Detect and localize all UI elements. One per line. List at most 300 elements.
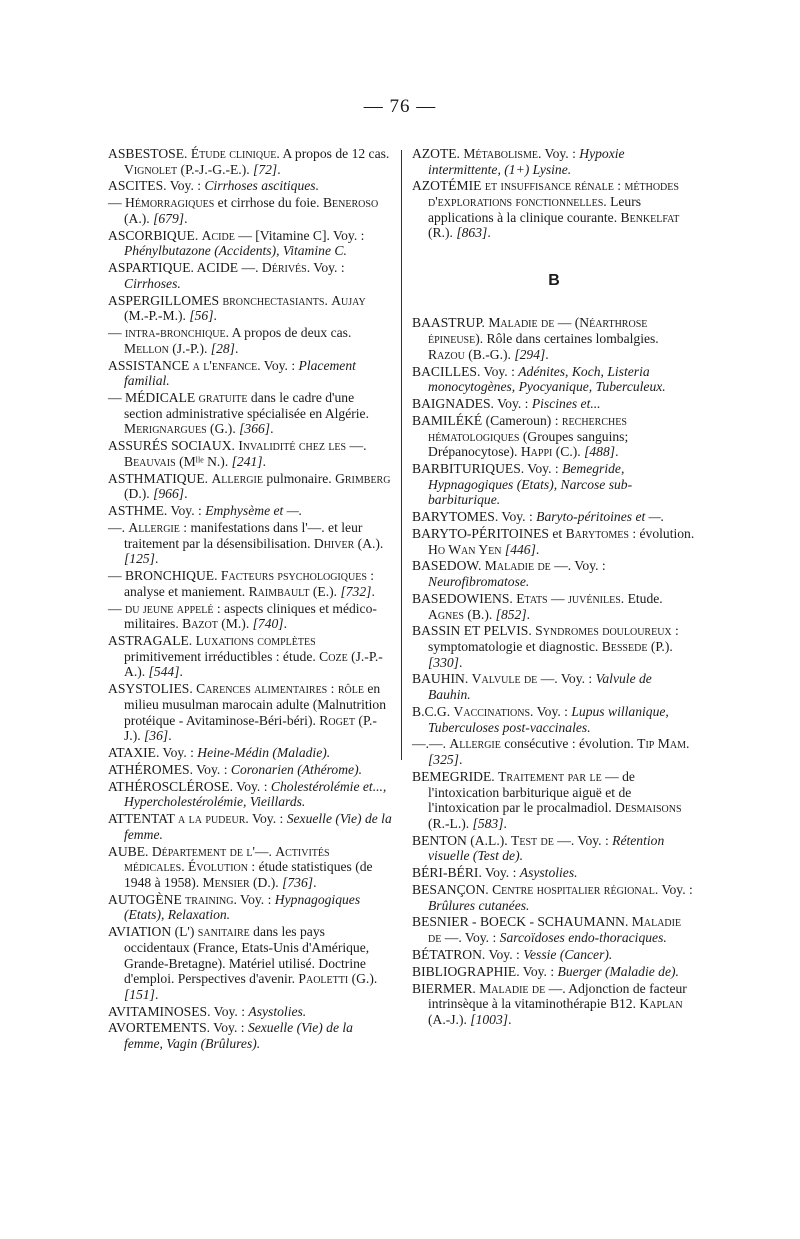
entry-italic-text: [732] bbox=[340, 583, 372, 599]
entry-italic-text: Sarcoïdoses endo-thoraciques. bbox=[499, 930, 667, 946]
index-entry bbox=[412, 947, 696, 963]
entry-smallcaps-text: a l'enfance bbox=[192, 357, 258, 373]
entry-text: BESANÇON. bbox=[412, 881, 493, 897]
index-entry bbox=[108, 438, 392, 469]
index-entry bbox=[412, 526, 696, 557]
index-entry bbox=[412, 704, 696, 735]
entry-text: AZOTÉMIE bbox=[412, 178, 485, 194]
entry-text: —. Voy. : bbox=[441, 930, 500, 946]
entry-italic-text: [488] bbox=[584, 444, 616, 460]
entry-smallcaps-text: Métabolisme bbox=[463, 146, 538, 161]
entry-smallcaps-text: Beneroso bbox=[322, 195, 379, 211]
entry-text: (P.-J.). bbox=[124, 712, 377, 744]
entry-text: . Voy. : bbox=[233, 891, 275, 907]
entry-text: . bbox=[181, 859, 189, 875]
entry-text: ASCITES. Voy. : bbox=[108, 178, 205, 194]
entry-italic-text: Phénylbutazone (Accidents), Vitamine C. bbox=[124, 243, 347, 259]
entry-text: BARBITURIQUES. Voy. : bbox=[412, 460, 563, 476]
entry-italic-text: Buerger (Maladie de). bbox=[557, 963, 679, 979]
entry-smallcaps-text: Raimbault bbox=[248, 583, 310, 599]
index-entry bbox=[412, 364, 696, 395]
entry-smallcaps-text: recherches hématologiques bbox=[428, 412, 627, 444]
entry-smallcaps-text: Dhiver bbox=[313, 535, 355, 551]
entry-text: : aspects cliniques et médico-militaires. bbox=[124, 600, 377, 632]
entry-text: . bbox=[458, 654, 463, 670]
entry-text: BIERMER. bbox=[412, 980, 480, 996]
entry-italic-text: [241] bbox=[231, 453, 263, 469]
entry-smallcaps-text: intra-bronchique bbox=[125, 325, 226, 341]
entry-smallcaps-text: training bbox=[185, 891, 234, 907]
entry-smallcaps-text: Benkelfat bbox=[620, 209, 680, 225]
entry-text: . A propos de 12 cas. bbox=[276, 146, 390, 161]
index-entry bbox=[108, 681, 392, 743]
index-entry bbox=[108, 811, 392, 842]
entry-text: BASEDOWIENS. bbox=[412, 590, 517, 606]
index-entry bbox=[108, 471, 392, 502]
index-entry bbox=[412, 623, 696, 670]
entry-text: . A propos de deux cas. bbox=[225, 325, 352, 341]
entry-text: —. Voy. : bbox=[537, 671, 596, 687]
entry-smallcaps-text: Allergie bbox=[211, 470, 263, 486]
entry-italic-text: Brûlures cutanées. bbox=[428, 897, 530, 913]
entry-smallcaps-text: méthodes d'explorations fonctionnelles bbox=[428, 178, 679, 210]
entry-smallcaps-text: Allergie bbox=[449, 736, 501, 752]
entry-text: . bbox=[313, 874, 317, 890]
entry-italic-text: Heine-Médin (Maladie). bbox=[197, 745, 331, 761]
entry-italic-text: Sexuelle (Vie) de la femme, Vagin (Brûlures). bbox=[124, 1020, 353, 1052]
index-entry bbox=[412, 461, 696, 508]
entry-italic-text: [736] bbox=[282, 874, 314, 890]
entry-text: : évolution. bbox=[628, 525, 695, 541]
index-entry bbox=[412, 964, 696, 980]
entry-text: (M.-P.-M.). bbox=[124, 308, 190, 324]
entry-text: AZOTE. bbox=[412, 146, 464, 161]
entry-text: (D.). bbox=[124, 486, 154, 502]
entry-text: — MÉDICALE bbox=[108, 390, 199, 406]
entry-text: —. Voy. : bbox=[553, 832, 613, 848]
entry-italic-text: [366] bbox=[239, 421, 271, 437]
entry-italic-text: Asystolies. bbox=[519, 865, 578, 881]
entry-text: en milieu musulman marocain adulte (Malnutrition protéique - Avitaminose-Béri-béri). bbox=[124, 681, 386, 728]
right-column bbox=[412, 146, 696, 1029]
index-entry bbox=[108, 228, 392, 259]
entry-italic-text: Lupus willanique, Tuberculoses post-vaccinales. bbox=[428, 703, 669, 735]
entry-text: ASTRAGALE. bbox=[108, 633, 196, 649]
entry-text: (B.-G.). bbox=[464, 346, 515, 362]
entry-smallcaps-text: rôle bbox=[337, 681, 364, 697]
entry-text: (A.-J.). bbox=[428, 1011, 471, 1027]
entry-text: — bbox=[547, 590, 569, 606]
entry-smallcaps-text: Étude clinique bbox=[190, 146, 277, 161]
entry-text: consécutive : évolution. bbox=[500, 736, 638, 752]
entry-text: . bbox=[184, 486, 188, 502]
entry-text: ATHÉROMES. Voy. : bbox=[108, 761, 231, 777]
entry-text: (G.). bbox=[206, 421, 240, 437]
entry-text: . bbox=[154, 551, 159, 567]
entry-text: (P.-J.-G.-E.). bbox=[177, 161, 254, 177]
entry-text: . bbox=[262, 453, 267, 469]
index-entry bbox=[108, 844, 392, 891]
entry-text: — bbox=[108, 600, 125, 616]
entry-text: . Voy. : bbox=[306, 260, 345, 276]
entry-text: . bbox=[503, 815, 507, 831]
entry-text: (C.). bbox=[552, 444, 585, 460]
entry-text: — ( bbox=[554, 315, 580, 331]
entry-italic-text: Hypnagogiques (Etats), Relaxation. bbox=[124, 891, 361, 923]
entry-italic-text: [330] bbox=[428, 654, 459, 670]
entry-smallcaps-text: Roget bbox=[319, 712, 356, 728]
entry-text: AVITAMINOSES. Voy. : bbox=[108, 1003, 249, 1019]
entry-text: . bbox=[168, 728, 172, 744]
entry-text: . Voy. : bbox=[537, 146, 580, 161]
index-entry bbox=[412, 146, 696, 177]
entry-text: — BRONCHIQUE. bbox=[108, 568, 221, 584]
entry-text: ASPERGILLOMES bbox=[108, 292, 223, 308]
entry-smallcaps-text: Centre hospitalier régional bbox=[492, 881, 655, 897]
entry-text: —. Adjonction de facteur intrinsèque à la vitaminothérapie B12. bbox=[428, 980, 687, 1012]
entry-italic-text: Hypoxie intermittente, (1+) Lysine. bbox=[428, 146, 625, 177]
entry-text: . bbox=[277, 161, 281, 177]
entry-text: BAASTRUP. bbox=[412, 315, 489, 331]
index-entry bbox=[108, 1004, 392, 1020]
entry-smallcaps-text: Beauvais bbox=[124, 453, 176, 469]
entry-text: (R.). bbox=[428, 225, 457, 241]
entry-italic-text: [151] bbox=[124, 986, 155, 1002]
entry-smallcaps-text: Bessede bbox=[601, 639, 648, 654]
entry-smallcaps-text: Tip Mam bbox=[637, 736, 686, 752]
entry-text: BÉTATRON. Voy. : bbox=[412, 946, 524, 962]
index-entry bbox=[108, 601, 392, 632]
entry-smallcaps-text: Valvule de bbox=[471, 671, 538, 687]
entry-italic-text: [72] bbox=[253, 161, 278, 177]
entry-text: . bbox=[371, 583, 375, 599]
entry-text: BEMEGRIDE. bbox=[412, 768, 499, 784]
entry-italic-text: Bemegride, Hypnagogiques (Etats), Narcose sub-barbiturique. bbox=[428, 460, 633, 508]
entry-smallcaps-text: Vaccinations bbox=[453, 703, 531, 719]
entry-smallcaps-text: Dérivés bbox=[261, 260, 307, 276]
entry-text: — bbox=[108, 325, 125, 341]
entry-text: BACILLES. Voy. : bbox=[412, 363, 519, 379]
entry-smallcaps-text: Ho Wan Yen bbox=[428, 541, 502, 557]
entry-text: . bbox=[324, 292, 332, 308]
entry-text: ASTHME. Voy. : bbox=[108, 503, 206, 519]
entry-smallcaps-text: Maladie de bbox=[428, 914, 682, 946]
entry-smallcaps-text: Évolution bbox=[188, 859, 248, 875]
entry-italic-text: [583] bbox=[472, 815, 504, 831]
index-entry bbox=[412, 396, 696, 412]
entry-smallcaps-text: gratuite bbox=[198, 390, 248, 406]
entry-italic-text: Cirrhoses. bbox=[124, 275, 181, 291]
index-entry bbox=[412, 671, 696, 702]
entry-smallcaps-text: bronchectasiants bbox=[222, 292, 325, 308]
entry-italic-text: Cholestérolémie et..., Hypercholestérolémie, Vieillards. bbox=[124, 778, 387, 810]
entry-smallcaps-text: Desmaisons bbox=[615, 800, 682, 816]
entry-smallcaps-text: Coze bbox=[319, 648, 348, 664]
entry-italic-text: [544] bbox=[148, 664, 180, 680]
entry-smallcaps-text: Acide bbox=[201, 227, 235, 243]
entry-text: —. bbox=[254, 843, 276, 859]
entry-text: . bbox=[458, 752, 463, 768]
entry-text: . Voy. : bbox=[245, 811, 287, 827]
entry-text: (A.). bbox=[354, 535, 384, 551]
entry-text: : étude statistiques (de 1948 à 1958). bbox=[124, 859, 373, 890]
entry-smallcaps-text: Vignolet bbox=[124, 161, 178, 177]
entry-text: . Etude. bbox=[620, 590, 663, 606]
entry-text: — bbox=[108, 195, 125, 211]
entry-smallcaps-text: Bazot bbox=[182, 616, 218, 632]
entry-smallcaps-text: juvéniles bbox=[568, 590, 621, 606]
entry-text: . bbox=[535, 541, 540, 557]
entry-italic-text: Emphysème et —. bbox=[205, 503, 303, 519]
entry-text: BÉRI-BÉRI. Voy. : bbox=[412, 865, 520, 881]
entry-text: ATHÉROSCLÉROSE. Voy. : bbox=[108, 778, 271, 794]
entry-italic-text: [56] bbox=[189, 308, 214, 324]
index-entry bbox=[108, 745, 392, 761]
entry-smallcaps-text: sanitaire bbox=[197, 924, 250, 940]
entry-text: ASSISTANCE bbox=[108, 357, 193, 373]
entry-smallcaps-text: Hémorragiques bbox=[125, 195, 215, 211]
entry-text: . bbox=[213, 308, 217, 324]
index-entry bbox=[412, 833, 696, 864]
column-divider bbox=[401, 150, 402, 760]
entry-italic-text: [966] bbox=[153, 486, 185, 502]
page-number: — 76 — bbox=[363, 96, 437, 117]
entry-text: (J.-P.-A.). bbox=[124, 648, 383, 680]
entry-text: ASBESTOSE. bbox=[108, 146, 191, 161]
entry-text: . bbox=[685, 736, 690, 752]
entry-smallcaps-text: Syndromes douloureux bbox=[535, 623, 672, 639]
entry-italic-text: Vessie (Cancer). bbox=[523, 946, 613, 962]
entry-text: BARYTO-PÉRITOINES et bbox=[412, 525, 566, 541]
index-entry bbox=[108, 633, 392, 680]
index-entry bbox=[108, 503, 392, 519]
entry-text: BESNIER - BOECK - SCHAUMANN. bbox=[412, 914, 632, 930]
entry-text: ASSURÉS SOCIAUX. bbox=[108, 438, 239, 454]
entry-text: BAMILÉKÉ (Cameroun) : bbox=[412, 412, 562, 428]
entry-italic-text: [325] bbox=[428, 752, 459, 768]
entry-italic-text: Coronarien (Athérome). bbox=[230, 761, 363, 777]
entry-smallcaps-text: Maladie de bbox=[479, 980, 546, 996]
entry-italic-text: [679] bbox=[153, 210, 185, 226]
entry-text: ATTENTAT bbox=[108, 811, 179, 827]
index-entry bbox=[108, 1020, 392, 1051]
entry-smallcaps-text: Maladie de bbox=[484, 558, 551, 574]
entry-italic-text: Neurofibromatose. bbox=[428, 574, 530, 590]
entry-text: . bbox=[270, 421, 274, 437]
index-entry bbox=[412, 914, 696, 945]
index-entry bbox=[412, 509, 696, 525]
index-entry bbox=[108, 146, 392, 177]
entry-text: AUTOGÈNE bbox=[108, 891, 186, 907]
entry-text: : symptomatologie et diagnostic. bbox=[428, 623, 679, 654]
entry-text: (D.). bbox=[249, 874, 283, 890]
entry-text: . bbox=[508, 1011, 512, 1027]
entry-text: (M.). bbox=[217, 616, 253, 632]
index-entry bbox=[108, 924, 392, 1002]
entry-text: ASCORBIQUE. bbox=[108, 227, 202, 243]
entry-text: . Voy. : bbox=[530, 703, 572, 719]
entry-smallcaps-text: Allergie bbox=[128, 520, 180, 536]
entry-text: — [Vitamine C]. Voy. : bbox=[234, 227, 365, 243]
index-entry bbox=[412, 591, 696, 622]
entry-smallcaps-text: Happi bbox=[520, 444, 553, 460]
entry-italic-text: [852] bbox=[495, 606, 527, 622]
entry-smallcaps-text: Etats bbox=[516, 590, 548, 606]
entry-smallcaps-text: Razou bbox=[428, 346, 465, 362]
entry-text: ASTHMATIQUE. bbox=[108, 470, 212, 486]
entry-italic-text: Baryto-péritoines et —. bbox=[536, 509, 665, 525]
entry-smallcaps-text: Agnes bbox=[428, 606, 464, 622]
entry-text: B.C.G. bbox=[412, 703, 454, 719]
index-entry bbox=[108, 762, 392, 778]
index-entry bbox=[108, 779, 392, 810]
entry-text: —. bbox=[108, 520, 129, 536]
entry-italic-text: Asystolies. bbox=[248, 1003, 307, 1019]
entry-italic-text: Adénites, Koch, Listeria monocytogènes, Pyocyanique, Tuberculeux. bbox=[428, 363, 666, 395]
entry-text: . Voy. : bbox=[257, 357, 299, 373]
entry-text: : bbox=[613, 178, 625, 194]
index-entry bbox=[108, 892, 392, 923]
entry-text: BENTON (A.L.). bbox=[412, 832, 512, 848]
entry-italic-text: Rétention visuelle (Test de). bbox=[428, 832, 665, 864]
index-entry bbox=[412, 558, 696, 589]
entry-text: pulmonaire. bbox=[262, 470, 336, 486]
entry-smallcaps-text: Traitement par le bbox=[498, 768, 602, 784]
entry-text: BAIGNADES. Voy. : bbox=[412, 396, 532, 412]
entry-text: . Leurs applications à la clinique courante. bbox=[428, 194, 642, 225]
entry-italic-text: [863] bbox=[456, 225, 488, 241]
entry-italic-text: [28] bbox=[210, 340, 235, 356]
index-entry bbox=[412, 736, 696, 767]
entry-smallcaps-text: Paoletti bbox=[298, 971, 349, 987]
index-entry bbox=[412, 315, 696, 362]
left-column bbox=[108, 146, 392, 1053]
entry-text: (J.-P.). bbox=[168, 340, 211, 356]
entry-smallcaps-text: et insuffisance rénale bbox=[484, 178, 614, 194]
entry-text: . bbox=[154, 986, 159, 1002]
entry-text: ). Rôle dans certaines lombalgies. bbox=[475, 331, 659, 347]
entry-italic-text: [740] bbox=[252, 616, 284, 632]
entry-smallcaps-text: Néarthrose épineuse bbox=[428, 315, 648, 347]
entry-text: (G.). bbox=[348, 971, 378, 987]
index-entry bbox=[108, 293, 392, 324]
entry-smallcaps-text: Luxations complètes bbox=[195, 633, 316, 649]
entry-text: . bbox=[234, 340, 239, 356]
entry-italic-text: Piscines et... bbox=[531, 396, 601, 412]
entry-italic-text: [294] bbox=[514, 346, 546, 362]
entry-smallcaps-text: Kaplan bbox=[639, 996, 683, 1012]
entry-smallcaps-text: Carences alimentaires bbox=[196, 681, 328, 697]
index-entry bbox=[108, 178, 392, 194]
entry-text: —. Voy. : bbox=[550, 558, 606, 574]
entry-smallcaps-text: Maladie de bbox=[488, 315, 555, 331]
entry-text: primitivement irréductibles : étude. bbox=[124, 648, 320, 664]
entry-text: . bbox=[526, 606, 531, 622]
entry-italic-text: Placement familial. bbox=[124, 357, 356, 389]
entry-italic-text: Sexuelle (Vie) de la femme. bbox=[124, 811, 392, 842]
entry-smallcaps-text: Facteurs psychologiques bbox=[220, 568, 367, 584]
entry-text: . Voy. : bbox=[654, 881, 693, 897]
entry-text: —.—. bbox=[412, 736, 450, 752]
entry-smallcaps-text: Merignargues bbox=[124, 421, 207, 437]
entry-text: —. bbox=[346, 438, 367, 454]
entry-text: : manifestations dans l'—. et leur traitement par la désensibilisation. bbox=[124, 520, 363, 551]
right-top-entries bbox=[412, 146, 696, 241]
index-entry bbox=[108, 568, 392, 599]
entry-smallcaps-text: Test de bbox=[511, 832, 554, 848]
entry-text: AVORTEMENTS. Voy. : bbox=[108, 1020, 248, 1036]
entry-italic-text: [125] bbox=[124, 551, 155, 567]
entry-smallcaps-text: Grimberg bbox=[335, 470, 391, 486]
entry-text: . bbox=[283, 616, 288, 632]
entry-text: BASSIN ET PELVIS. bbox=[412, 623, 536, 639]
entry-smallcaps-text: Barytomes bbox=[565, 525, 629, 541]
index-entry bbox=[412, 769, 696, 831]
index-entry bbox=[412, 882, 696, 913]
entry-text: . bbox=[615, 444, 619, 460]
entry-text: BASEDOW. bbox=[412, 558, 485, 574]
index-entry bbox=[108, 260, 392, 291]
entry-text: BIBLIOGRAPHIE. Voy. : bbox=[412, 963, 558, 979]
index-entry bbox=[108, 390, 392, 437]
entry-text: . bbox=[545, 346, 549, 362]
entry-smallcaps-text: Invalidité chez les bbox=[238, 438, 347, 454]
entry-text: (Mˡˡᵉ N.). bbox=[175, 453, 232, 469]
entry-text: BARYTOMES. Voy. : bbox=[412, 509, 537, 525]
entry-text: ATAXIE. Voy. : bbox=[108, 745, 198, 761]
entry-text: AVIATION (L') bbox=[108, 924, 198, 940]
entry-italic-text: [1003] bbox=[470, 1011, 509, 1027]
entry-text: . bbox=[184, 210, 188, 226]
index-entry bbox=[108, 325, 392, 356]
entry-italic-text: [446] bbox=[504, 541, 536, 557]
entry-text: (Groupes sanguins; Drépanocytose). bbox=[428, 428, 629, 460]
entry-text: : analyse et maniement. bbox=[124, 568, 375, 599]
index-entry bbox=[108, 195, 392, 226]
entry-text: dans les pays occidentaux (France, Etats-Unis d'Amérique, Grande-Bretagne). Matériel utilisé. Doctrine d'emploi. Perspectives d'avenir. bbox=[124, 924, 370, 987]
entry-text: (A.). bbox=[124, 210, 154, 226]
entry-text: ASPARTIQUE. ACIDE —. bbox=[108, 260, 262, 276]
entry-smallcaps-text: a la pudeur bbox=[178, 811, 246, 827]
entry-text: . bbox=[487, 225, 491, 241]
entry-text: . bbox=[179, 664, 183, 680]
entry-text: (E.). bbox=[309, 583, 341, 599]
entry-text: : bbox=[327, 681, 338, 697]
entry-italic-text: Valvule de Bauhin. bbox=[428, 671, 652, 703]
entry-text: dans le cadre d'une section administrative spécialisée en Algérie. bbox=[124, 390, 369, 421]
section-letter-heading: B bbox=[548, 271, 560, 289]
entry-smallcaps-text: Aujay bbox=[331, 292, 366, 308]
entry-text: (B.). bbox=[463, 606, 496, 622]
index-entry bbox=[108, 358, 392, 389]
index-entry bbox=[412, 865, 696, 881]
entry-text: et cirrhose du foie. bbox=[214, 195, 323, 211]
index-entry bbox=[412, 981, 696, 1028]
entry-italic-text: Cirrhoses ascitiques. bbox=[204, 178, 319, 194]
entry-smallcaps-text: du jeune appelé bbox=[125, 600, 214, 616]
entry-text: (P.). bbox=[647, 639, 673, 654]
entry-smallcaps-text: Département de l' bbox=[151, 843, 255, 859]
entry-smallcaps-text: Mellon bbox=[124, 340, 169, 356]
entry-italic-text: [36] bbox=[144, 728, 169, 744]
entry-text: — de l'intoxication barbiturique aiguë et de l'intoxication par le procalmadiol. bbox=[428, 768, 635, 816]
index-entry bbox=[412, 178, 696, 240]
entry-text: ASYSTOLIES. bbox=[108, 681, 197, 697]
entry-smallcaps-text: Activités médicales bbox=[124, 843, 330, 875]
entry-smallcaps-text: Mensier bbox=[202, 874, 250, 890]
entry-text: AUBE. bbox=[108, 843, 152, 859]
index-entry bbox=[108, 520, 392, 567]
